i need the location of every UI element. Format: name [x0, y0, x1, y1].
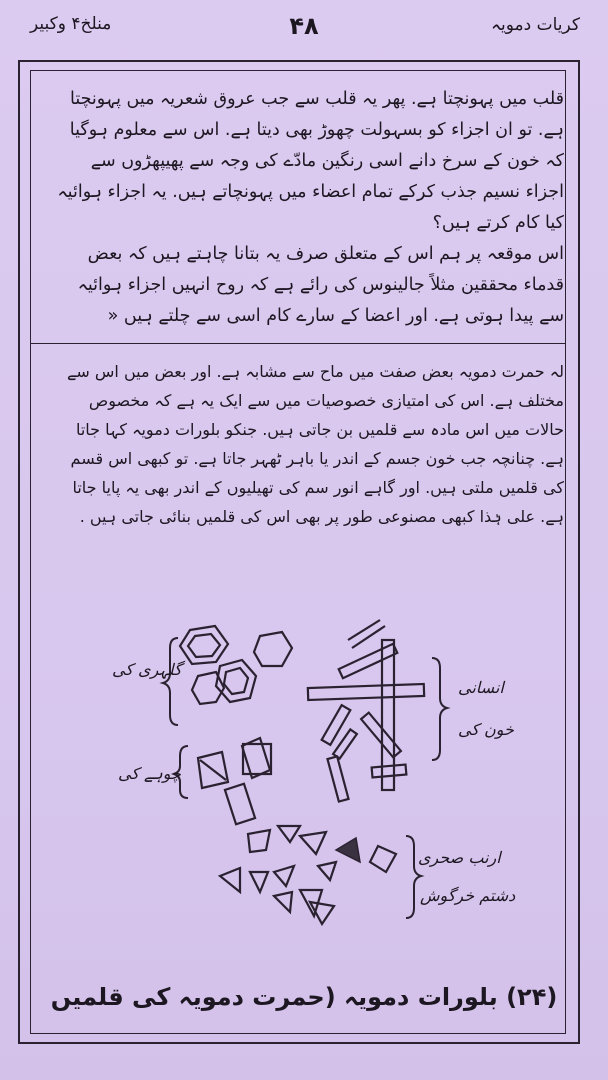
main-paragraph-2: اس موقعہ پر ہم اس کے متعلق صرف یہ بتانا چاہتے ہیں کہ بعض قدماء محققین مثلاً جالینوس کی رائے ہے کہ روح انہیں اجزاء ہوائیہ سے پیدا ہوتی ہے. اور اعضا کے سارے کام اسی سے چلتے ہیں « — [77, 244, 564, 326]
footnote-text: لہ حمرت دمویہ بعض صفت میں ماح سے مشابہ ہے. اور بعض میں اس سے مختلف ہے. اس کی امتیازی خصوصیات میں سے ایک یہ ہے کہ مخصوص حالات میں اس مادہ سے قلمیں بن جاتی ہیں. جنکو بلورات دمویہ کہا جاتا ہے. چنانچہ جب خون جسم کے اندر یا باہر ٹھہر جاتا ہے. تو کبھی اس قسم کی قلمیں ملتی ہیں. اور گاہے انور سم کی تھیلیوں کے اندر بھی یہ پایا جاتا ہے. علی ہٰذا کبھی مصنوعی طور پر بھی اس کی قلمیں بنائی جاتی ہیں . — [67, 362, 564, 526]
label-guinea-line2: دشتم خرگوش — [420, 886, 516, 905]
label-mouse: چوہے کی — [118, 764, 181, 783]
footnote — [54, 357, 564, 531]
series-label: منلخ۴ وکبیر — [30, 14, 112, 34]
main-paragraph-1: قلب میں پہونچتا ہے. پھر یہ قلب سے جب عروق شعریہ میں پہونچتا ہے. تو ان اجزاء کو بسہولت چھوڑ بھی دیتا ہے. اس سے معلوم ہوگیا کہ خون کے سرخ دانے اسی رنگین مادّے کی وجہ سے پھیپھڑوں سے اجزاء نسیم جذب کرکے تمام اعضاء میں پہونچاتے ہیں. یہ اجزاء ہوائیہ کیا کام کرتے ہیں؟ — [57, 89, 564, 233]
footnote-divider — [30, 343, 566, 344]
main-text — [54, 84, 564, 332]
label-guinea-line1: ارنب صحری — [418, 848, 501, 867]
squirrel-crystals — [180, 626, 292, 704]
human-crystals — [308, 620, 424, 802]
page-number: ۴۸ — [289, 12, 319, 40]
label-human-line1: انسانی — [458, 678, 504, 697]
label-squirrel: گلہری کی — [112, 660, 182, 679]
book-title: کریات دمویہ — [491, 15, 580, 35]
figure-caption: (۲۴) بلورات دمویہ (حمرت دمویہ کی قلمیں — [50, 983, 558, 1011]
mouse-crystals — [198, 738, 271, 824]
human-brace — [432, 658, 447, 760]
label-human-line2: خون کی — [458, 720, 514, 739]
guinea-pig-crystals — [220, 826, 396, 924]
